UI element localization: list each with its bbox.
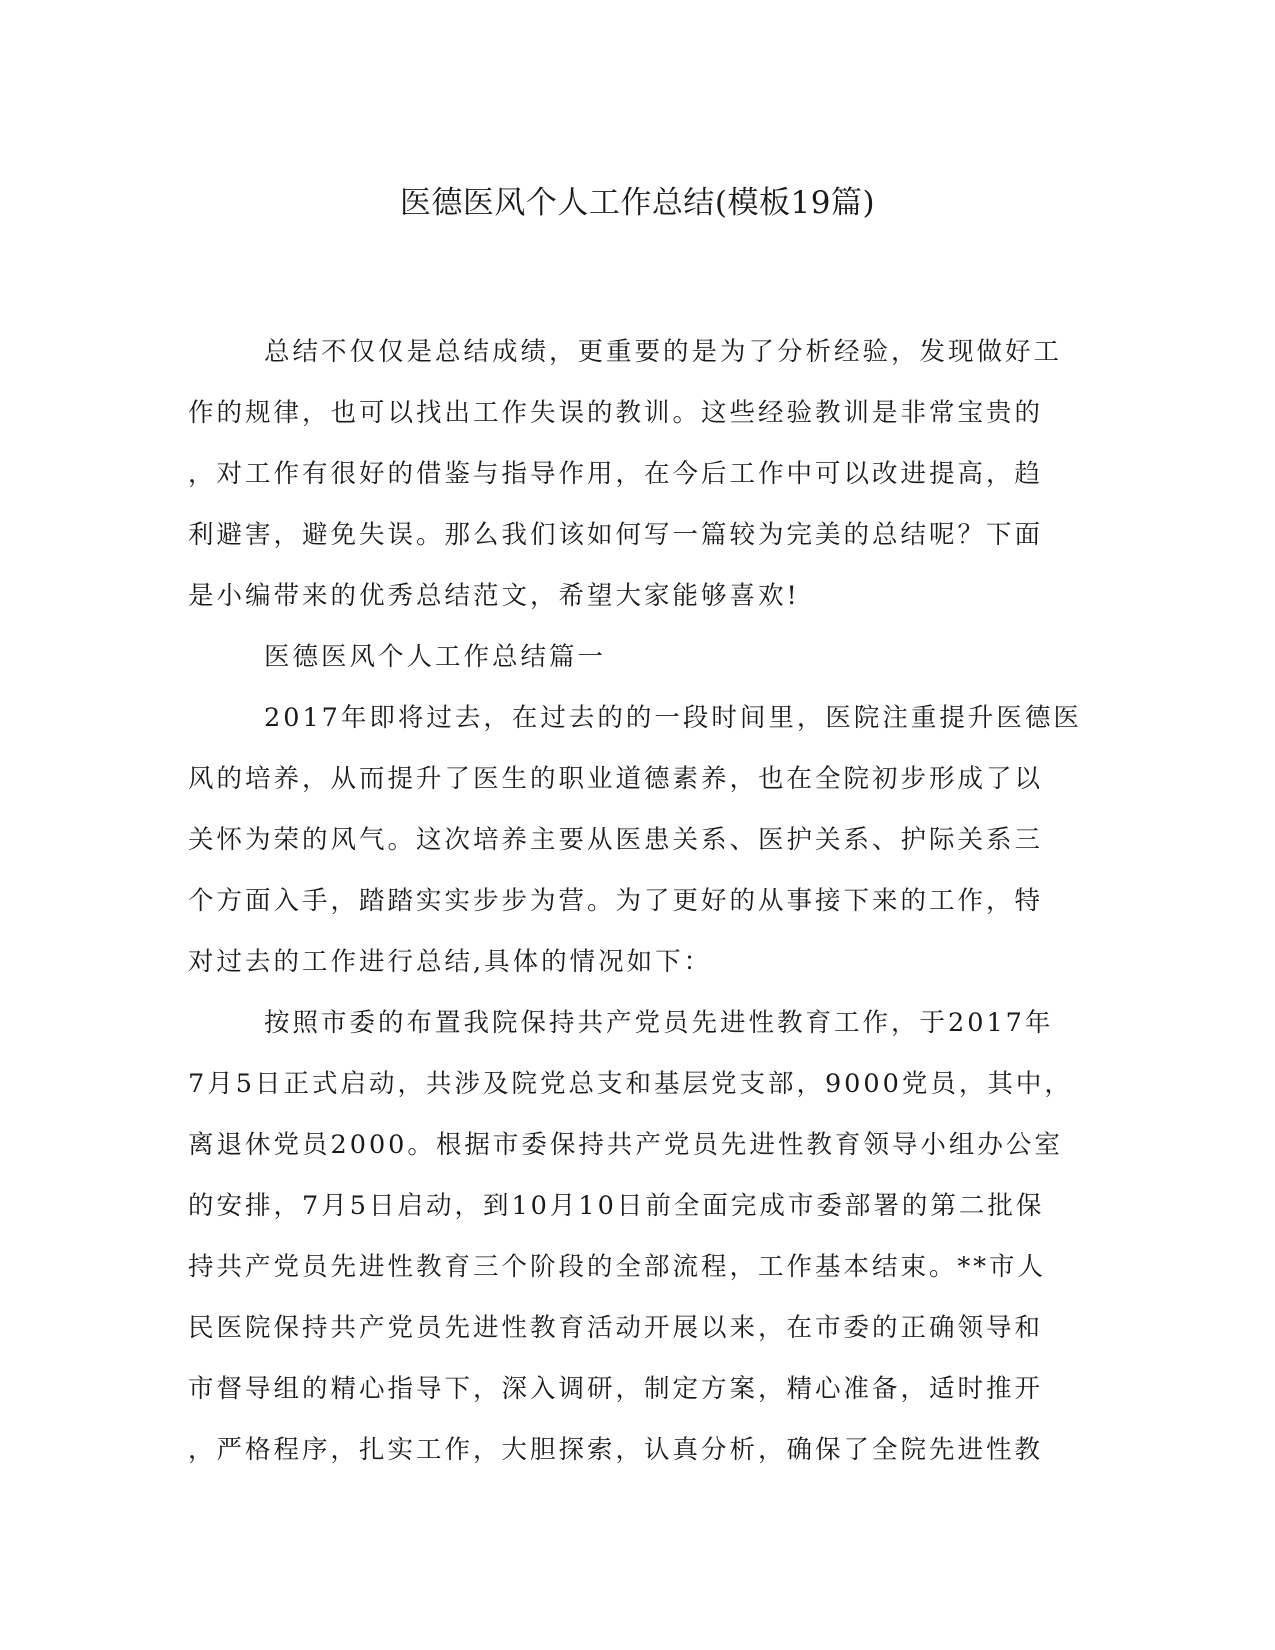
paragraph-line: 作的规律，也可以找出工作失误的教训。这些经验教训是非常宝贵的 bbox=[188, 398, 1044, 428]
paragraph-line: 按照市委的布置我院保持共产党员先进性教育工作，于2017年 bbox=[264, 1008, 1054, 1038]
paragraph-line: 持共产党员先进性教育三个阶段的全部流程，工作基本结束。**市人 bbox=[188, 1252, 1047, 1282]
document-body bbox=[188, 322, 1088, 1481]
paragraph-line: 是小编带来的优秀总结范文，希望大家能够喜欢! bbox=[188, 581, 800, 611]
paragraph-line: 市督导组的精心指导下，深入调研，制定方案，精心准备，适时推开 bbox=[188, 1374, 1044, 1404]
paragraph-line: 2017年即将过去，在过去的的一段时间里，医院注重提升医德医 bbox=[264, 703, 1082, 733]
paragraph-line: 7月5日正式启动，共涉及院党总支和基层党支部，9000党员，其中， bbox=[188, 1069, 1073, 1099]
paragraph-line: 离退休党员2000。根据市委保持共产党员先进性教育领导小组办公室 bbox=[188, 1130, 1063, 1160]
document-title: 医德医风个人工作总结(模板19篇) bbox=[399, 185, 876, 221]
paragraph-line: ，对工作有很好的借鉴与指导作用，在今后工作中可以改进提高，趋 bbox=[188, 459, 1044, 489]
paragraph-line: ，严格程序，扎实工作，大胆探索，认真分析，确保了全院先进性教 bbox=[188, 1435, 1044, 1465]
paragraph-line: 民医院保持共产党员先进性教育活动开展以来，在市委的正确领导和 bbox=[188, 1313, 1044, 1343]
paragraph-line: 的安排，7月5日启动，到10月10日前全面完成市委部署的第二批保 bbox=[188, 1191, 1045, 1221]
paragraph-line: 利避害，避免失误。那么我们该如何写一篇较为完美的总结呢？下面 bbox=[188, 520, 1044, 550]
paragraph-line: 对过去的工作进行总结,具体的情况如下： bbox=[188, 947, 713, 977]
paragraph-line: 关怀为荣的风气。这次培养主要从医患关系、医护关系、护际关系三 bbox=[188, 825, 1044, 855]
paragraph-line: 风的培养，从而提升了医生的职业道德素养，也在全院初步形成了以 bbox=[188, 764, 1044, 794]
paragraph-line: 个方面入手，踏踏实实步步为营。为了更好的从事接下来的工作，特 bbox=[188, 886, 1044, 916]
section-heading: 医德医风个人工作总结篇一 bbox=[264, 642, 607, 672]
paragraph-line: 总结不仅仅是总结成绩，更重要的是为了分析经验，发现做好工 bbox=[264, 337, 1063, 367]
